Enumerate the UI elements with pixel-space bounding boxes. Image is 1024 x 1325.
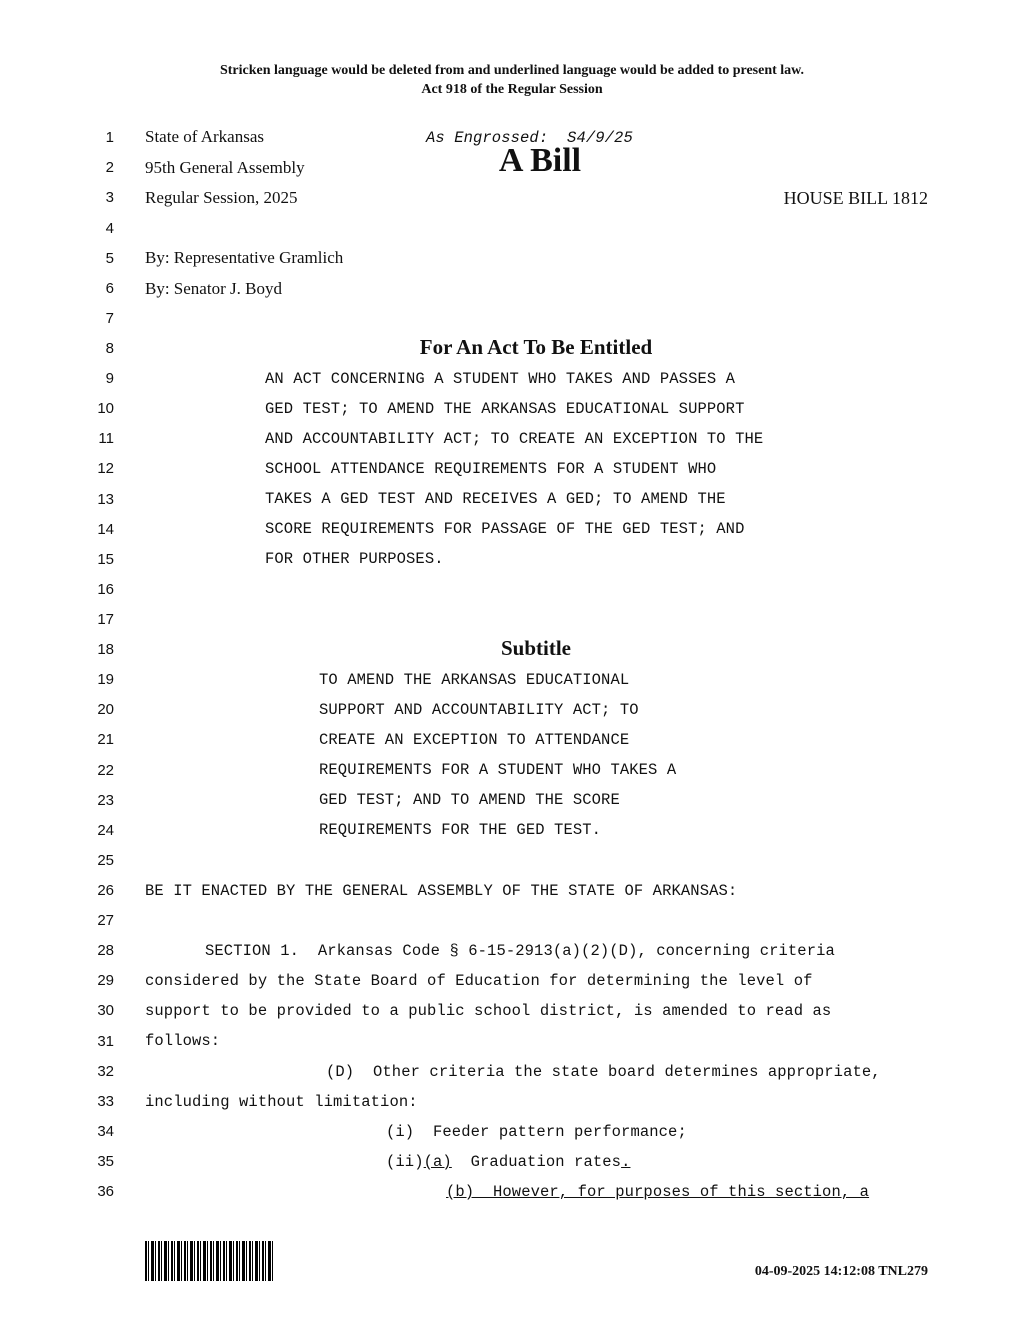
sponsor-senator: By: Senator J. Boyd bbox=[145, 279, 282, 298]
entitled-line: SCORE REQUIREMENTS FOR PASSAGE OF THE GED TEST; AND bbox=[265, 520, 745, 538]
bill-title: A Bill bbox=[498, 142, 582, 179]
strike-notice: Stricken language would be deleted from and underlined language would be added to present law. bbox=[219, 63, 805, 78]
entitled-line: GED TEST; TO AMEND THE ARKANSAS EDUCATIONAL SUPPORT bbox=[265, 400, 745, 418]
entitled-line: FOR OTHER PURPOSES. bbox=[265, 550, 444, 568]
line-number: 35 bbox=[97, 1153, 114, 1170]
line-number: 23 bbox=[97, 792, 114, 809]
line-number: 31 bbox=[97, 1033, 114, 1050]
line-number: 3 bbox=[105, 189, 114, 206]
subtitle-heading: Subtitle bbox=[500, 636, 571, 660]
bill-number: HOUSE BILL 1812 bbox=[783, 188, 928, 208]
line-number: 9 bbox=[105, 370, 114, 387]
line-number: 17 bbox=[97, 611, 114, 628]
entitled-line: TAKES A GED TEST AND RECEIVES A GED; TO AMEND THE bbox=[265, 490, 726, 508]
general-assembly: 95th General Assembly bbox=[145, 158, 305, 177]
line-number: 4 bbox=[105, 220, 114, 237]
session-name: Regular Session, 2025 bbox=[145, 188, 298, 207]
item-b-inserted: (b) However, for purposes of this section, a bbox=[446, 1183, 870, 1201]
line-number: 28 bbox=[97, 942, 114, 959]
line-number: 19 bbox=[97, 671, 114, 688]
barcode bbox=[145, 1241, 273, 1281]
line-number: 26 bbox=[97, 882, 114, 899]
line-number: 11 bbox=[98, 430, 114, 447]
line-number: 12 bbox=[97, 460, 114, 477]
entitled-line: AND ACCOUNTABILITY ACT; TO CREATE AN EXCEPTION TO THE bbox=[265, 430, 764, 448]
line-number: 18 bbox=[97, 641, 114, 658]
item-ii-prefix: (ii) bbox=[386, 1153, 424, 1171]
sponsor-representative: By: Representative Gramlich bbox=[145, 248, 344, 267]
subtitle-line: TO AMEND THE ARKANSAS EDUCATIONAL bbox=[319, 671, 630, 689]
section-text-line: SECTION 1. Arkansas Code § 6-15-2913(a)(2)(D), concerning criteria bbox=[205, 942, 835, 960]
item-ii-text: Graduation rates bbox=[451, 1153, 622, 1171]
line-number: 15 bbox=[97, 551, 114, 568]
item-i: (i) Feeder pattern performance; bbox=[386, 1123, 687, 1141]
line-number: 27 bbox=[97, 912, 114, 929]
line-number: 21 bbox=[97, 731, 114, 748]
line-number: 24 bbox=[97, 822, 114, 839]
item-ii bbox=[386, 1153, 630, 1171]
subtitle-line: SUPPORT AND ACCOUNTABILITY ACT; TO bbox=[319, 701, 639, 719]
line-number: 10 bbox=[97, 400, 114, 417]
item-ii-period-inserted: . bbox=[621, 1153, 631, 1171]
line-number: 33 bbox=[97, 1093, 114, 1110]
line-number: 34 bbox=[97, 1123, 114, 1140]
entitled-heading: For An Act To Be Entitled bbox=[419, 335, 653, 359]
state-name: State of Arkansas bbox=[145, 127, 264, 146]
subtitle-line: REQUIREMENTS FOR THE GED TEST. bbox=[319, 821, 602, 839]
section-text-line: considered by the State Board of Education for determining the level of bbox=[145, 972, 813, 990]
item-ii-a-inserted: (a) bbox=[423, 1153, 452, 1171]
line-number: 5 bbox=[105, 250, 114, 267]
engrossed-date: S4/9/25 bbox=[567, 129, 633, 147]
entitled-line: SCHOOL ATTENDANCE REQUIREMENTS FOR A STUDENT WHO bbox=[265, 460, 717, 478]
section-text-line: follows: bbox=[145, 1032, 221, 1050]
line-number: 7 bbox=[105, 310, 114, 327]
criteria-d: (D) Other criteria the state board determines appropriate, bbox=[326, 1063, 881, 1081]
subtitle-line: GED TEST; AND TO AMEND THE SCORE bbox=[319, 791, 620, 809]
line-number: 6 bbox=[105, 280, 114, 297]
line-number: 25 bbox=[97, 852, 114, 869]
line-number: 32 bbox=[97, 1063, 114, 1080]
engrossed-label: As Engrossed: bbox=[426, 129, 549, 147]
criteria-d-continued: including without limitation: bbox=[145, 1093, 418, 1111]
enacting-clause: BE IT ENACTED BY THE GENERAL ASSEMBLY OF THE STATE OF ARKANSAS: bbox=[145, 882, 738, 900]
line-number: 16 bbox=[97, 581, 114, 598]
line-number: 22 bbox=[97, 762, 114, 779]
line-number: 2 bbox=[105, 159, 114, 176]
act-number: Act 918 of the Regular Session bbox=[421, 82, 603, 97]
section-text-line: support to be provided to a public school district, is amended to read as bbox=[145, 1002, 832, 1020]
line-number: 36 bbox=[97, 1183, 114, 1200]
subtitle-line: REQUIREMENTS FOR A STUDENT WHO TAKES A bbox=[319, 761, 677, 779]
line-number: 30 bbox=[97, 1002, 114, 1019]
line-number: 14 bbox=[97, 521, 114, 538]
line-number: 20 bbox=[97, 701, 114, 718]
line-number: 13 bbox=[97, 491, 114, 508]
line-number: 1 bbox=[105, 129, 114, 146]
subtitle-line: CREATE AN EXCEPTION TO ATTENDANCE bbox=[319, 731, 630, 749]
footer-stamp: 04-09-2025 14:12:08 TNL279 bbox=[754, 1264, 928, 1279]
line-number: 29 bbox=[97, 972, 114, 989]
entitled-line: AN ACT CONCERNING A STUDENT WHO TAKES AND PASSES A bbox=[265, 370, 736, 388]
line-number: 8 bbox=[105, 340, 114, 357]
